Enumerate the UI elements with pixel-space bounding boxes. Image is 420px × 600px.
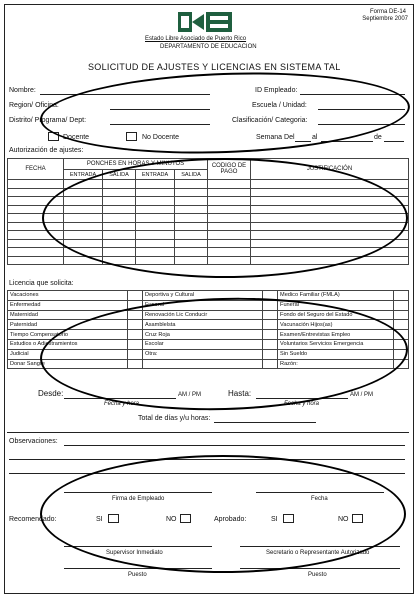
hasta-fecha-hora: Fecha y hora xyxy=(284,401,320,407)
licencia-option-box[interactable] xyxy=(127,291,142,301)
hasta-label: Hasta: xyxy=(228,389,252,398)
department-logo xyxy=(178,11,234,33)
licencia-option-box[interactable] xyxy=(262,359,277,369)
ajustes-row xyxy=(8,197,409,206)
ajustes-cell[interactable] xyxy=(64,197,103,206)
ajustes-cell[interactable] xyxy=(175,239,208,248)
ajustes-cell[interactable] xyxy=(136,214,175,223)
ajustes-cell[interactable] xyxy=(8,188,64,197)
total-field[interactable] xyxy=(214,422,316,423)
licencia-option-label: Vacunación Hijos(as) xyxy=(278,320,394,330)
ajustes-cell[interactable] xyxy=(136,239,175,248)
ajustes-table xyxy=(7,158,409,265)
licencia-option-label: Maternidad xyxy=(8,310,128,320)
ajustes-cell[interactable] xyxy=(103,180,136,189)
licencia-option-box[interactable] xyxy=(393,291,408,301)
licencia-option-label: Estudios o Adiestramientos xyxy=(8,339,128,349)
ajustes-cell[interactable] xyxy=(103,248,136,257)
id-empleado-field[interactable] xyxy=(300,94,405,95)
recomendado-no-checkbox[interactable] xyxy=(180,514,191,523)
licencia-option-box[interactable] xyxy=(262,349,277,359)
ajustes-cell[interactable] xyxy=(251,205,409,214)
ajustes-row xyxy=(8,248,409,257)
ajustes-cell[interactable] xyxy=(136,205,175,214)
ajustes-cell[interactable] xyxy=(251,231,409,240)
section-divider xyxy=(7,432,409,433)
ajustes-cell[interactable] xyxy=(251,222,409,231)
licencia-row xyxy=(8,330,409,340)
hasta-field[interactable] xyxy=(256,398,348,399)
ajustes-cell[interactable] xyxy=(251,239,409,248)
aprobado-no-label: NO xyxy=(338,516,349,523)
region-field[interactable] xyxy=(110,109,210,110)
state-line: Estado Libre Asociado de Puerto Rico xyxy=(145,36,247,42)
observaciones-label: Observaciones: xyxy=(9,438,58,445)
puesto-secretario-line[interactable] xyxy=(240,568,400,569)
ajustes-row xyxy=(8,231,409,240)
ajustes-row xyxy=(8,256,409,265)
licencia-row xyxy=(8,300,409,310)
licencia-option-label: Deportiva y Cultural xyxy=(143,291,263,301)
ajustes-cell[interactable] xyxy=(8,197,64,206)
ajustes-cell[interactable] xyxy=(8,205,64,214)
desde-am-pm[interactable]: AM / PM xyxy=(178,392,202,398)
puesto-supervisor-label: Puesto xyxy=(128,572,147,578)
ajustes-cell[interactable] xyxy=(103,205,136,214)
licencia-option-label xyxy=(143,359,263,369)
licencia-row xyxy=(8,291,409,301)
ajustes-cell[interactable] xyxy=(175,248,208,257)
ajustes-cell[interactable] xyxy=(64,239,103,248)
ajustes-cell[interactable] xyxy=(175,214,208,223)
ajustes-rows xyxy=(8,180,409,265)
licencia-option-label: Examen/Entrevistas Empleo xyxy=(278,330,394,340)
ajustes-cell[interactable] xyxy=(136,197,175,206)
ajustes-cell[interactable] xyxy=(8,231,64,240)
ajustes-cell[interactable] xyxy=(136,248,175,257)
licencia-row xyxy=(8,310,409,320)
ajustes-cell[interactable] xyxy=(103,256,136,265)
licencia-option-label: Vacaciones xyxy=(8,291,128,301)
aprobado-label: Aprobado: xyxy=(214,516,247,523)
ponches-col-header: PONCHES EN HORAS Y MINUTOS xyxy=(64,159,208,170)
ajustes-cell[interactable] xyxy=(64,214,103,223)
ajustes-cell[interactable] xyxy=(64,256,103,265)
ajustes-cell[interactable] xyxy=(251,256,409,265)
ajustes-cell[interactable] xyxy=(208,188,251,197)
ajustes-cell[interactable] xyxy=(8,214,64,223)
form-date: Septiembre 2007 xyxy=(362,16,408,22)
ajustes-cell[interactable] xyxy=(208,205,251,214)
docente-checkbox[interactable] xyxy=(48,132,59,141)
ajustes-cell[interactable] xyxy=(8,248,64,257)
licencia-option-box[interactable] xyxy=(262,300,277,310)
ajustes-cell[interactable] xyxy=(251,197,409,206)
licencia-option-box[interactable] xyxy=(127,330,142,340)
ajustes-cell[interactable] xyxy=(103,188,136,197)
licencia-row xyxy=(8,359,409,369)
al-field[interactable] xyxy=(321,141,373,142)
licencia-option-label: Judicial xyxy=(8,349,128,359)
ajustes-row xyxy=(8,222,409,231)
ajustes-cell[interactable] xyxy=(251,180,409,189)
supervisor-label: Supervisor Inmediato xyxy=(106,550,163,556)
ajustes-cell[interactable] xyxy=(103,222,136,231)
ajustes-cell[interactable] xyxy=(8,256,64,265)
licencia-option-label: Medico Familiar (FMLA) xyxy=(278,291,394,301)
ajustes-cell[interactable] xyxy=(103,231,136,240)
desde-label: Desde: xyxy=(38,389,64,398)
licencia-option-box[interactable] xyxy=(393,330,408,340)
licencia-row xyxy=(8,320,409,330)
ajustes-cell[interactable] xyxy=(175,188,208,197)
no-docente-label: No Docente xyxy=(142,134,179,141)
ajustes-cell[interactable] xyxy=(175,205,208,214)
clasificacion-field[interactable] xyxy=(318,124,405,125)
docente-label: Docente xyxy=(63,134,90,141)
licencia-option-box[interactable] xyxy=(127,349,142,359)
licencia-option-label: Donar Sangre xyxy=(8,359,128,369)
distrito-label: Distrito/ Programa/ Dept: xyxy=(9,117,87,124)
ajustes-cell[interactable] xyxy=(136,222,175,231)
ajustes-cell[interactable] xyxy=(64,188,103,197)
ajustes-cell[interactable] xyxy=(103,197,136,206)
aprobado-si-checkbox[interactable] xyxy=(283,514,294,523)
ajustes-row xyxy=(8,188,409,197)
ajustes-cell[interactable] xyxy=(208,231,251,240)
licencia-option-box[interactable] xyxy=(262,291,277,301)
id-empleado-label: ID Empleado: xyxy=(255,87,298,94)
ajustes-cell[interactable] xyxy=(64,205,103,214)
ajustes-row xyxy=(8,239,409,248)
ajustes-cell[interactable] xyxy=(208,197,251,206)
licencia-option-box[interactable] xyxy=(127,310,142,320)
licencia-option-box[interactable] xyxy=(262,330,277,340)
no-docente-checkbox[interactable] xyxy=(126,132,137,141)
ajustes-cell[interactable] xyxy=(64,180,103,189)
licencia-option-box[interactable] xyxy=(393,349,408,359)
licencia-option-box[interactable] xyxy=(262,310,277,320)
ajustes-cell[interactable] xyxy=(251,188,409,197)
puesto-supervisor-line[interactable] xyxy=(64,568,212,569)
fecha-col-header: FECHA xyxy=(8,159,64,180)
fecha-firma-line[interactable] xyxy=(256,492,384,493)
ajustes-cell[interactable] xyxy=(103,214,136,223)
licencia-option-label: Paternidad xyxy=(8,320,128,330)
licencia-option-box[interactable] xyxy=(262,339,277,349)
licencia-option-box[interactable] xyxy=(393,310,408,320)
puesto-secretario-label: Puesto xyxy=(308,572,327,578)
recomendado-si-label: SI xyxy=(96,516,103,523)
hasta-am-pm[interactable]: AM / PM xyxy=(350,392,374,398)
ajustes-cell[interactable] xyxy=(64,248,103,257)
licencia-option-box[interactable] xyxy=(127,300,142,310)
ajustes-row xyxy=(8,180,409,189)
ajustes-cell[interactable] xyxy=(251,214,409,223)
firma-empleado-label: Firma de Empleado xyxy=(112,496,165,502)
region-label: Region/ Oficina: xyxy=(9,102,59,109)
codigo-col-header: CODIGO DE PAGO xyxy=(208,159,251,180)
form-title: SOLICITUD DE AJUSTES Y LICENCIAS EN SISTEMA TAL xyxy=(88,62,341,72)
al-label: al xyxy=(312,134,318,141)
licencia-option-label: Asamblelsta xyxy=(143,320,263,330)
ajustes-cell[interactable] xyxy=(208,180,251,189)
ajustes-cell[interactable] xyxy=(175,256,208,265)
total-label: Total de días y/u horas: xyxy=(138,415,211,422)
ajustes-cell[interactable] xyxy=(175,197,208,206)
entrada-1-header: ENTRADA xyxy=(64,170,103,180)
licencia-heading: Licencia que solicita: xyxy=(9,280,74,287)
fecha-firma-label: Fecha xyxy=(311,496,328,502)
licencia-option-box[interactable] xyxy=(127,320,142,330)
observaciones-line-2[interactable] xyxy=(9,459,405,460)
ajustes-cell[interactable] xyxy=(8,222,64,231)
licencia-option-label: Voluntarios Servicios Emergencia xyxy=(278,339,394,349)
ajustes-cell[interactable] xyxy=(64,231,103,240)
licencia-row xyxy=(8,339,409,349)
ajustes-cell[interactable] xyxy=(175,222,208,231)
licencia-option-label: Escolar xyxy=(143,339,263,349)
ajustes-cell[interactable] xyxy=(208,239,251,248)
recomendado-no-label: NO xyxy=(166,516,177,523)
ajustes-cell[interactable] xyxy=(103,239,136,248)
licencia-option-box[interactable] xyxy=(262,320,277,330)
supervisor-line[interactable] xyxy=(64,546,212,547)
licencia-option-box[interactable] xyxy=(393,359,408,369)
licencia-option-label: Funeral xyxy=(278,300,394,310)
justificacion-col-header: JUSTIFICACIÓN xyxy=(251,159,409,180)
salida-2-header: SALIDA xyxy=(175,170,208,180)
licencia-option-label: Sin Sueldo xyxy=(278,349,394,359)
distrito-field[interactable] xyxy=(110,124,210,125)
form-number: Forma DE-14 xyxy=(369,9,406,15)
escuela-label: Escuela / Unidad: xyxy=(252,102,307,109)
aprobado-si-label: SI xyxy=(271,516,278,523)
semana-del-field[interactable] xyxy=(295,141,311,142)
recomendado-si-checkbox[interactable] xyxy=(108,514,119,523)
entrada-2-header: ENTRADA xyxy=(136,170,175,180)
salida-1-header: SALIDA xyxy=(103,170,136,180)
firma-empleado-line[interactable] xyxy=(64,492,212,493)
ajustes-cell[interactable] xyxy=(8,239,64,248)
ajustes-cell[interactable] xyxy=(208,248,251,257)
ajustes-heading: Autorización de ajustes: xyxy=(9,147,84,154)
ajustes-cell[interactable] xyxy=(175,231,208,240)
licencia-option-label: Funeral xyxy=(143,300,263,310)
observaciones-line-3[interactable] xyxy=(9,473,405,474)
licencia-row xyxy=(8,349,409,359)
ajustes-cell[interactable] xyxy=(208,214,251,223)
escuela-field[interactable] xyxy=(318,109,405,110)
ajustes-cell[interactable] xyxy=(136,256,175,265)
ajustes-row xyxy=(8,214,409,223)
licencia-option-label: Fondo del Seguro del Estado xyxy=(278,310,394,320)
licencia-option-box[interactable] xyxy=(393,339,408,349)
ajustes-cell[interactable] xyxy=(175,180,208,189)
recomendado-label: Recomendado: xyxy=(9,516,57,523)
ajustes-cell[interactable] xyxy=(208,256,251,265)
nombre-field[interactable] xyxy=(40,94,210,95)
ajustes-cell[interactable] xyxy=(136,180,175,189)
semana-del-label: Semana Del xyxy=(256,134,295,141)
ajustes-cell[interactable] xyxy=(136,231,175,240)
observaciones-line-1[interactable] xyxy=(64,445,405,446)
ajustes-cell[interactable] xyxy=(251,248,409,257)
aprobado-no-checkbox[interactable] xyxy=(352,514,363,523)
licencia-option-label: Renovación Lic Conducir xyxy=(143,310,263,320)
de-field[interactable] xyxy=(384,141,404,142)
desde-field[interactable] xyxy=(64,398,176,399)
nombre-label: Nombre: xyxy=(9,87,36,94)
licencia-option-label: Razón: xyxy=(278,359,394,369)
ajustes-cell[interactable] xyxy=(208,222,251,231)
licencia-option-label: Otra: xyxy=(143,349,263,359)
licencia-option-box[interactable] xyxy=(127,339,142,349)
department-name: DEPARTAMENTO DE EDUCACION xyxy=(160,44,257,50)
licencia-option-label: Enfermedad xyxy=(8,300,128,310)
licencia-option-label: Cruz Roja xyxy=(143,330,263,340)
licencia-option-box[interactable] xyxy=(393,320,408,330)
licencia-table xyxy=(7,290,409,369)
secretario-label: Secretario o Representante Autorizado xyxy=(266,550,370,556)
licencia-option-box[interactable] xyxy=(393,300,408,310)
desde-fecha-hora: Fecha y hora xyxy=(104,401,140,407)
ajustes-cell[interactable] xyxy=(64,222,103,231)
ajustes-row xyxy=(8,205,409,214)
ajustes-cell[interactable] xyxy=(136,188,175,197)
licencia-option-label: Tiempo Compensatorio xyxy=(8,330,128,340)
clasificacion-label: Clasificación/ Categoria: xyxy=(232,117,308,124)
licencia-option-box[interactable] xyxy=(127,359,142,369)
ajustes-cell[interactable] xyxy=(8,180,64,189)
secretario-line[interactable] xyxy=(240,546,400,547)
de-label: de xyxy=(374,134,382,141)
